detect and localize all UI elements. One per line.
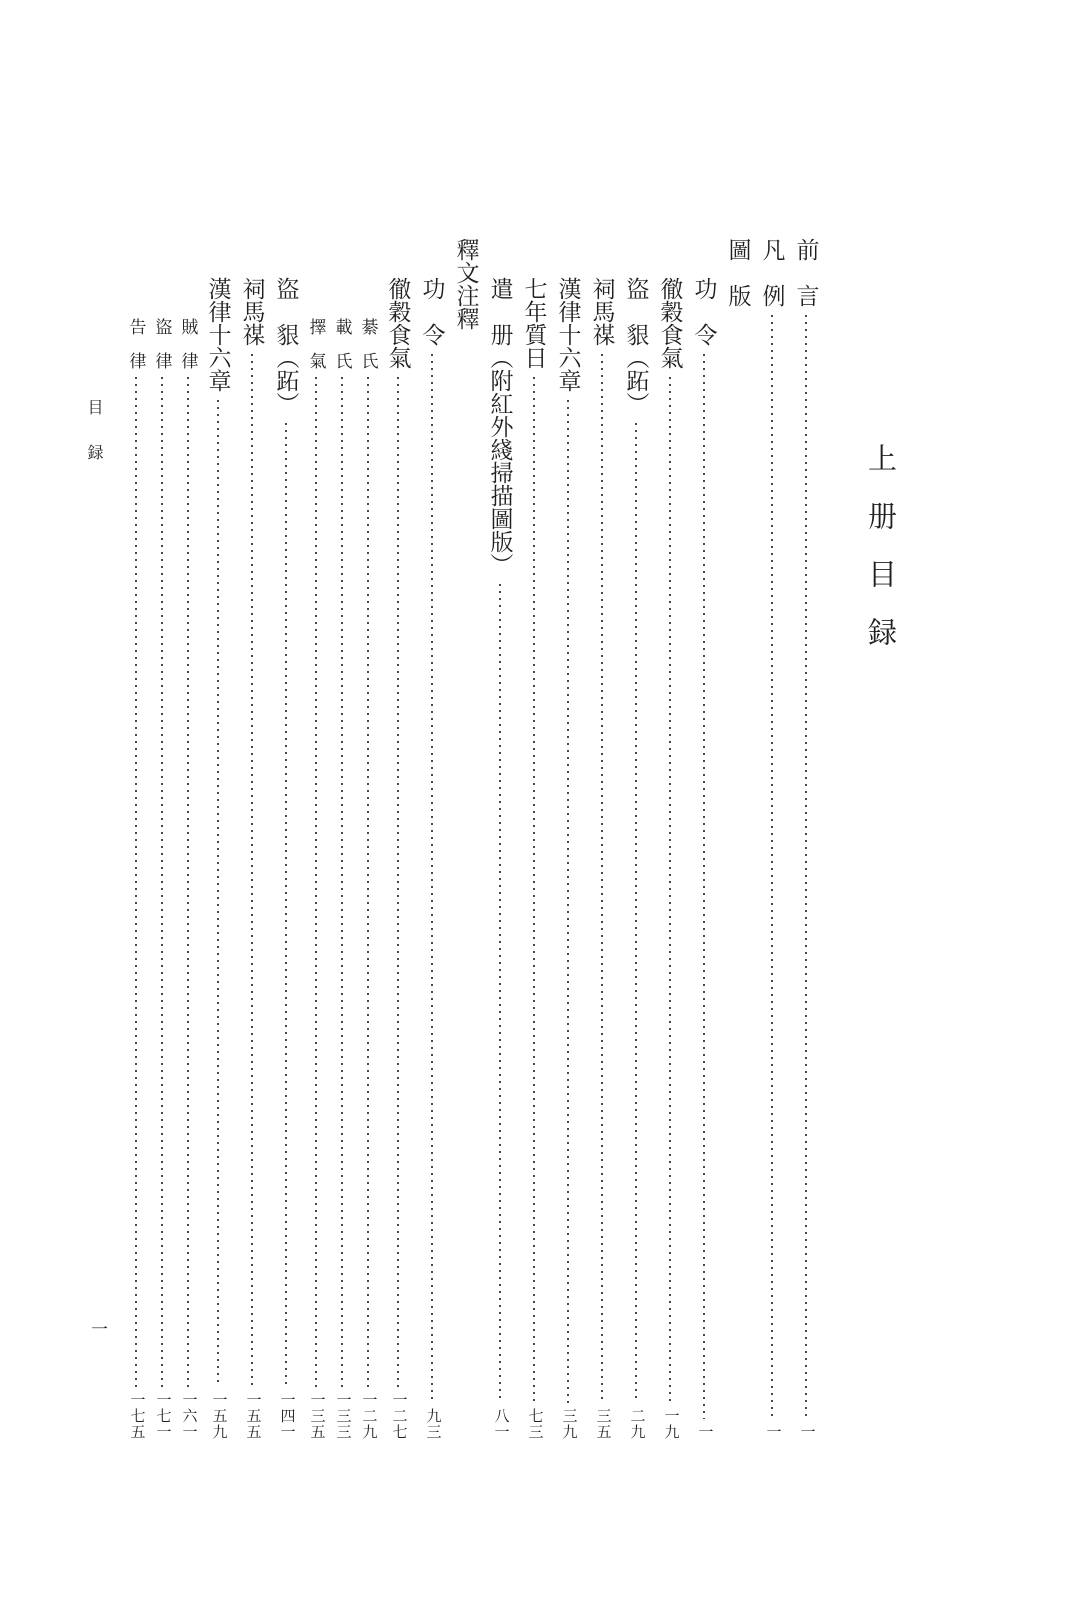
entry-page-number: 一六一 (180, 1392, 197, 1440)
toc-entry (235, 238, 269, 1440)
entry-page-number: 七三 (526, 1408, 543, 1440)
toc-entry (123, 238, 149, 1440)
entry-title: 前 言 (793, 238, 819, 307)
toc-entry (687, 238, 721, 1440)
entry-title: 盜 貇（跖） (273, 277, 299, 415)
toc-section-heading (449, 238, 483, 1440)
entry-page-number: 三九 (560, 1408, 577, 1440)
toc-entry (329, 238, 355, 1440)
dotted-leader (483, 584, 517, 1403)
toc-entry (483, 238, 517, 1440)
toc-entry (175, 238, 201, 1440)
entry-title: 圖 版 (725, 238, 751, 307)
dotted-leader (687, 354, 721, 1419)
toc-entry (755, 238, 789, 1440)
dotted-leader (269, 423, 303, 1387)
entry-page-number: 三五 (594, 1408, 611, 1440)
entry-page-number: 一 (798, 1424, 815, 1440)
dotted-leader (175, 377, 201, 1387)
entry-title: 七年質日 (521, 277, 547, 369)
dotted-leader (551, 400, 585, 1403)
entry-page-number: 一七五 (128, 1392, 145, 1440)
entry-page-number: 一三五 (308, 1392, 325, 1440)
entry-title: 祠馬禖 (589, 277, 615, 346)
toc-entry (619, 238, 653, 1440)
toc-entry (585, 238, 619, 1440)
entry-page-number: 一九 (662, 1408, 679, 1440)
entry-page-number: 八一 (492, 1408, 509, 1440)
toc-entry (149, 238, 175, 1440)
dotted-leader (329, 377, 355, 1387)
entry-page-number: 一 (696, 1424, 713, 1440)
entry-title: 徹穀食氣 (385, 277, 411, 369)
toc-entry (517, 238, 551, 1440)
dotted-leader (355, 377, 381, 1387)
entry-title: 凡 例 (759, 238, 785, 307)
entry-page-number: 一 (764, 1424, 781, 1440)
dotted-leader (123, 377, 149, 1387)
entry-page-number: 一二七 (390, 1392, 407, 1440)
entry-title: 盜 貇（跖） (623, 277, 649, 415)
dotted-leader (789, 315, 823, 1419)
entry-title: 功 令 (419, 277, 445, 346)
toc-entry (201, 238, 235, 1440)
entry-page-number: 一三三 (334, 1392, 351, 1440)
entry-page-number: 九三 (424, 1408, 441, 1440)
entry-title: 告 律 (126, 318, 146, 369)
toc-entries (123, 238, 823, 1440)
toc-entry (355, 238, 381, 1440)
toc-entry (415, 238, 449, 1440)
entry-page-number: 二九 (628, 1408, 645, 1440)
entry-title: 祠馬禖 (239, 277, 265, 346)
folio-page-number: 一 (88, 1320, 107, 1337)
dotted-leader (619, 423, 653, 1403)
entry-title: 漢律十六章 (205, 277, 231, 392)
dotted-leader (381, 377, 415, 1387)
dotted-leader (585, 354, 619, 1403)
entry-page-number: 一四一 (278, 1392, 295, 1440)
entry-title: 遣 册（附紅外綫掃描圖版） (487, 277, 513, 576)
entry-title: 漢律十六章 (555, 277, 581, 392)
dotted-leader (517, 377, 551, 1403)
entry-title: 賊 律 (178, 318, 198, 369)
entry-page-number: 一五九 (210, 1392, 227, 1440)
margin-label: 目録 (85, 399, 102, 489)
entry-title: 徹穀食氣 (657, 277, 683, 369)
volume-title: 上册目録 (864, 443, 896, 675)
dotted-leader (235, 354, 269, 1387)
toc-entry (303, 238, 329, 1440)
dotted-leader (201, 400, 235, 1387)
entry-page-number: 一七一 (154, 1392, 171, 1440)
toc-entry (269, 238, 303, 1440)
entry-page-number: 一二九 (360, 1392, 377, 1440)
toc-section-heading (721, 238, 755, 1440)
dotted-leader (755, 315, 789, 1419)
toc-entry (381, 238, 415, 1440)
entry-page-number: 一五五 (244, 1392, 261, 1440)
dotted-leader (303, 377, 329, 1387)
entry-title: 釋文注釋 (453, 238, 479, 330)
dotted-leader (653, 377, 687, 1403)
toc-entry (653, 238, 687, 1440)
entry-title: 載 氏 (332, 318, 352, 369)
toc-entry (789, 238, 823, 1440)
toc-entry (551, 238, 585, 1440)
entry-title: 擇 氣 (306, 318, 326, 369)
entry-title: 綦 氏 (358, 318, 378, 369)
entry-title: 盜 律 (152, 318, 172, 369)
entry-title: 功 令 (691, 277, 717, 346)
dotted-leader (149, 377, 175, 1387)
dotted-leader (415, 354, 449, 1403)
